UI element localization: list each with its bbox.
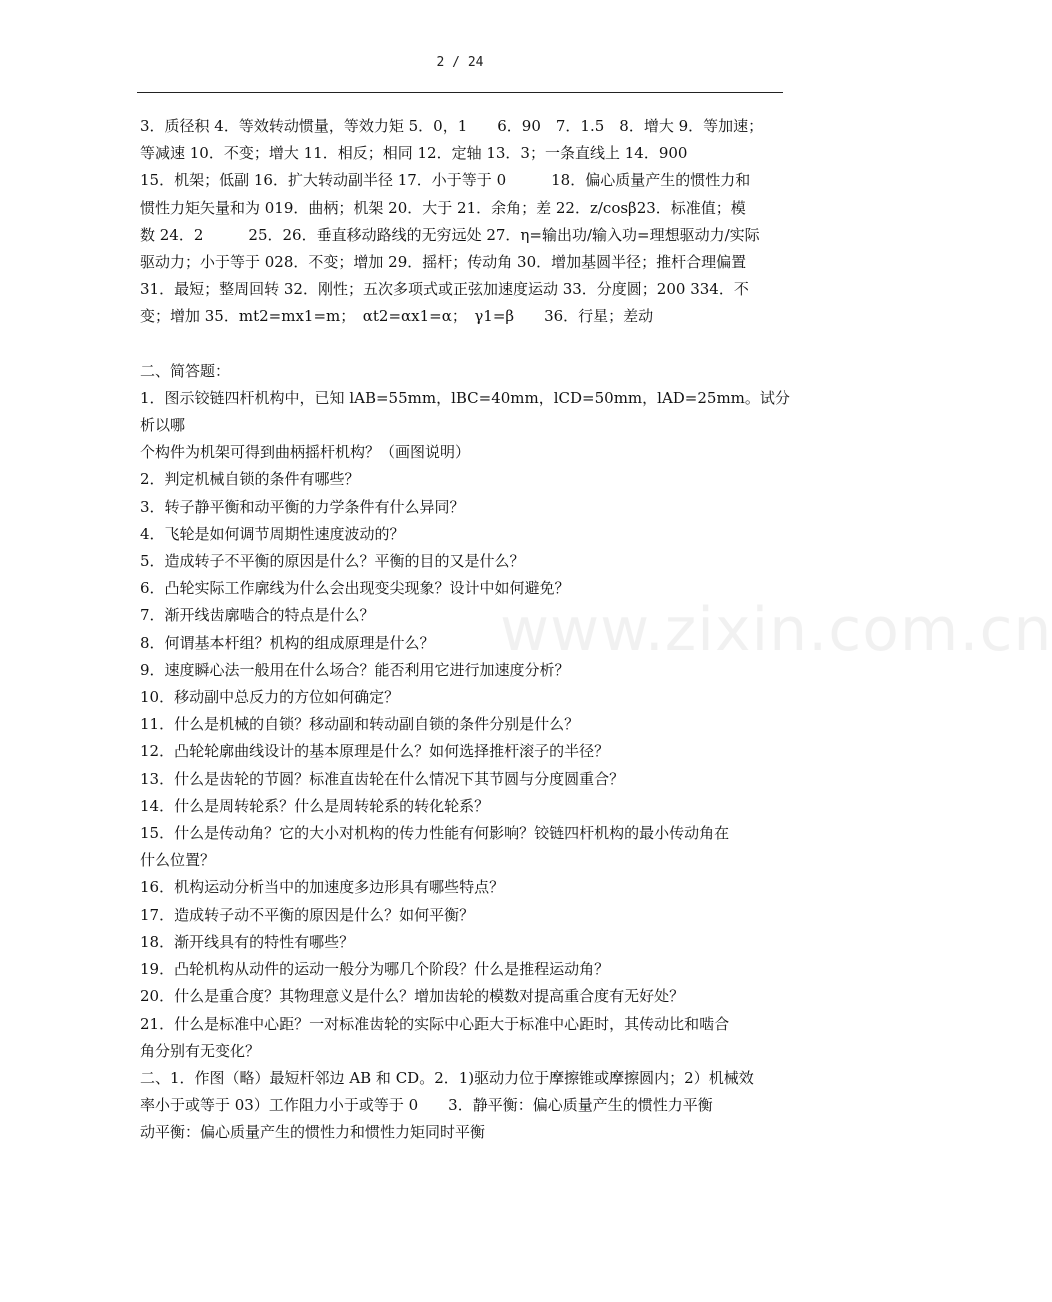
question-line: 6．凸轮实际工作廓线为什么会出现变尖现象？设计中如何避免？ — [140, 579, 570, 598]
answer-line: 变；增加 35．mt2=mx1=m； αt2=αx1=α； γ1=β 36．行星；差动 — [140, 307, 654, 326]
answer-line: 3．质径积 4．等效转动惯量，等效力矩 5．0，1 6．90 7．1.5 8．增大 9．等加速； — [140, 117, 764, 135]
watermark: www.zixin.com.cn — [500, 595, 1052, 665]
answer-line: 数 24．2 25．26．垂直移动路线的无穷远处 27．η=输出功/输入功=理想驱动力/实际 — [140, 225, 760, 244]
answer-line: 动平衡：偏心质量产生的惯性力和惯性力矩同时平衡 — [140, 1123, 486, 1142]
question-line: 4．飞轮是如何调节周期性速度波动的？ — [140, 524, 405, 543]
answer-line: 驱动力；小于等于 028．不变；增加 29．摇杆；传动角 30．增加基圆半径；推杆合理偏置 — [140, 253, 747, 272]
question-line: 角分别有无变化？ — [140, 1041, 261, 1060]
question-line: 2．判定机械自锁的条件有哪些？ — [140, 470, 360, 489]
question-line: 11．什么是机械的自锁？移动副和转动副自锁的条件分别是什么？ — [140, 715, 580, 734]
document-body — [140, 113, 790, 1147]
header-divider — [137, 92, 783, 93]
question-line: 8．何谓基本杆组？机构的组成原理是什么？ — [140, 633, 435, 652]
question-line: 13．什么是齿轮的节圆？标准直齿轮在什么情况下其节圆与分度圆重合？ — [140, 769, 625, 788]
short-answers-block — [140, 1065, 790, 1147]
blank-line — [140, 331, 790, 358]
question-line: 19．凸轮机构从动件的运动一般分为哪几个阶段？什么是推程运动角？ — [140, 960, 610, 979]
question-line: 7．渐开线齿廓啮合的特点是什么？ — [140, 606, 375, 625]
question-line: 个构件为机架可得到曲柄摇杆机构？（画图说明） — [140, 443, 471, 462]
answer-line: 15．机架；低副 16．扩大转动副半径 17．小于等于 0 18．偏心质量产生的惯性力和 — [140, 171, 751, 190]
question-line: 9．速度瞬心法一般用在什么场合？能否利用它进行加速度分析？ — [140, 660, 570, 679]
question-line: 1．图示铰链四杆机构中，已知 lAB=55mm，lBC=40mm，lCD=50mm，lAD=25mm。试分析以哪 — [140, 388, 790, 435]
question-line: 14．什么是周转轮系？什么是周转轮系的转化轮系？ — [140, 796, 490, 815]
answer-line: 31．最短；整周回转 32．刚性；五次多项式或正弦加速度运动 33．分度圆；200 334．不 — [140, 280, 749, 299]
question-line: 17．造成转子动不平衡的原因是什么？如何平衡？ — [140, 905, 475, 924]
question-line: 5．造成转子不平衡的原因是什么？平衡的目的又是什么？ — [140, 552, 525, 571]
fill-answers-block — [140, 113, 790, 331]
question-line: 什么位置？ — [140, 851, 216, 870]
question-line: 16．机构运动分析当中的加速度多边形具有哪些特点？ — [140, 878, 505, 897]
answer-line: 等减速 10．不变；增大 11．相反；相同 12．定轴 13．3；一条直线上 14．900 — [140, 144, 688, 163]
page-number: 2 / 24 — [436, 55, 484, 70]
question-line: 20．什么是重合度？其物理意义是什么？增加齿轮的模数对提高重合度有无好处？ — [140, 987, 685, 1006]
question-line: 10．移动副中总反力的方位如何确定？ — [140, 688, 400, 707]
questions-list — [140, 385, 790, 1065]
section-title: 二、简答题： — [140, 361, 231, 380]
question-line: 18．渐开线具有的特性有哪些？ — [140, 932, 355, 951]
answer-line: 二、1．作图（略）最短杆邻边 AB 和 CD。2．1)驱动力位于摩擦锥或摩擦圆内；2）机械效 — [140, 1068, 754, 1087]
question-line: 3．转子静平衡和动平衡的力学条件有什么异同？ — [140, 497, 465, 516]
answer-line: 惯性力矩矢量和为 019．曲柄；机架 20．大于 21．余角；差 22．z/cosβ23．标准值；模 — [140, 198, 746, 217]
question-line: 21．什么是标准中心距？一对标准齿轮的实际中心距大于标准中心距时，其传动比和啮合 — [140, 1014, 730, 1033]
question-line: 15．什么是传动角？它的大小对机构的传力性能有何影响？铰链四杆机构的最小传动角在 — [140, 824, 730, 843]
question-line: 12．凸轮轮廓曲线设计的基本原理是什么？如何选择推杆滚子的半径？ — [140, 742, 610, 761]
answer-line: 率小于或等于 03）工作阻力小于或等于 0 3．静平衡：偏心质量产生的惯性力平衡 — [140, 1096, 713, 1115]
